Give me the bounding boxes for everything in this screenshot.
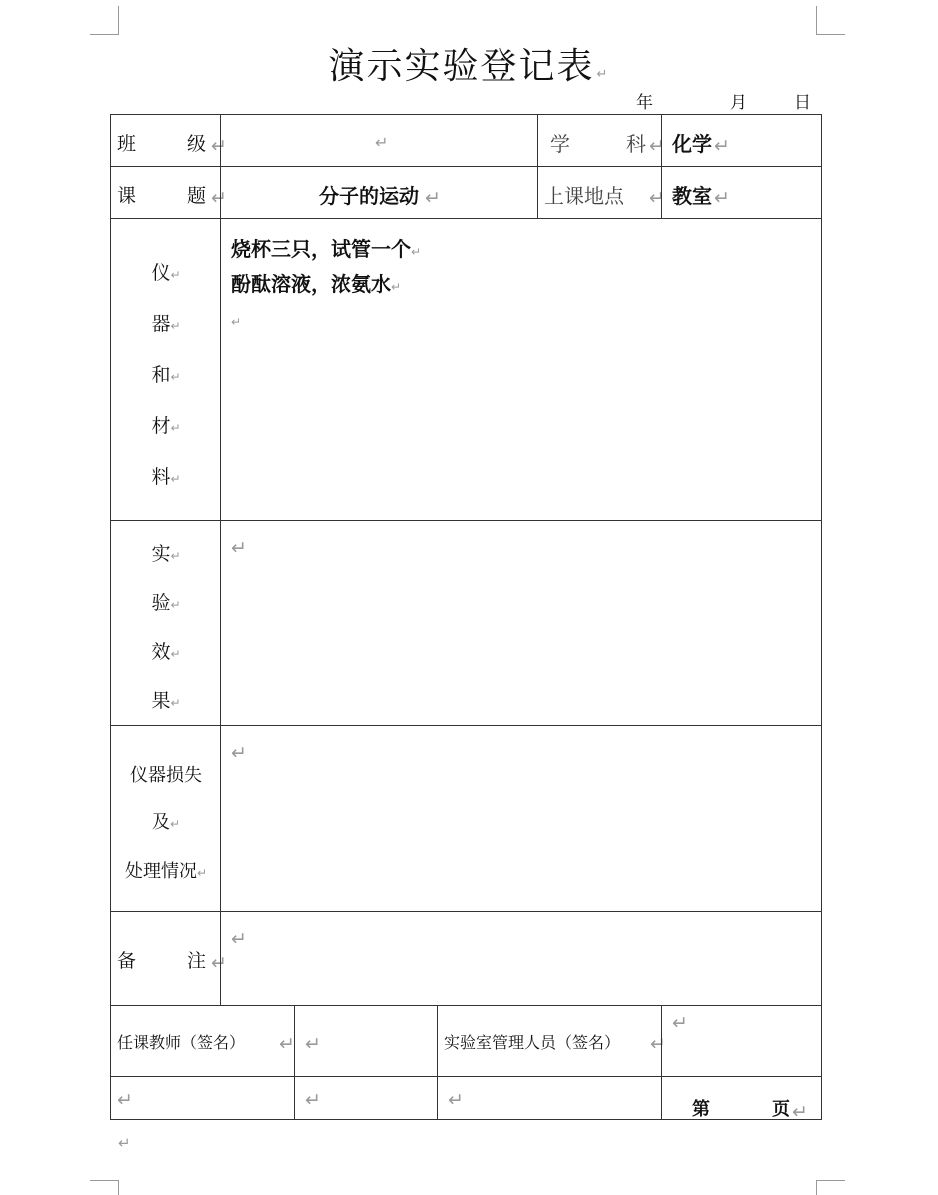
crop-mark-top-left <box>90 6 119 35</box>
page-number-cell: 第 页 ↵ <box>661 1076 822 1120</box>
trailing-paragraph-mark: ↵ <box>118 1134 131 1152</box>
loss-value-cell[interactable]: ↵ <box>220 725 822 912</box>
instruments-label-cell: 仪↵ 器↵ 和↵ 材↵ 料↵ <box>110 218 221 521</box>
topic-label-cell: 课 题 ↵ <box>110 166 221 219</box>
footer-cell-3[interactable]: ↵ <box>437 1076 662 1120</box>
teacher-signature-label-cell: 任课教师（签名） ↵ <box>110 1005 295 1077</box>
location-label-cell: 上课地点 ↵ <box>537 166 662 219</box>
instruments-value-cell[interactable] <box>220 218 822 521</box>
registration-form <box>110 114 822 1123</box>
instrument-line: 酚酞溶液，浓氨水↵ <box>231 272 402 296</box>
subject-value-cell[interactable]: 化学 ↵ <box>661 114 822 167</box>
crop-mark-top-right <box>816 6 845 35</box>
date-year: 年 <box>636 93 653 113</box>
date-day: 日 <box>794 93 811 113</box>
instrument-line: ↵ <box>231 315 242 329</box>
paragraph-mark: ↵ <box>596 67 610 82</box>
location-value-cell[interactable]: 教室 ↵ <box>661 166 822 219</box>
loss-label-cell: 仪器损失 及↵ 处理情况↵ <box>110 725 221 912</box>
admin-signature-label-cell: 实验室管理人员（签名） ↵ <box>437 1005 662 1077</box>
date-month: 月 <box>730 93 747 113</box>
subject-label-cell: 学 科 ↵ <box>537 114 662 167</box>
instrument-line: 烧杯三只，试管一个↵ <box>231 237 422 261</box>
date-row <box>600 88 836 113</box>
effect-value-cell[interactable]: ↵ <box>220 520 822 726</box>
class-label-cell: 班 级 ↵ <box>110 114 221 167</box>
page-title: 演示实验登记表 ↵ <box>328 46 610 87</box>
remarks-label-cell: 备 注 ↵ <box>110 911 221 1006</box>
remarks-value-cell[interactable]: ↵ <box>220 911 822 1006</box>
footer-cell-2[interactable]: ↵ <box>294 1076 438 1120</box>
teacher-signature-value-cell[interactable]: ↵ <box>294 1005 438 1077</box>
admin-signature-value-cell[interactable]: ↵ <box>661 1005 822 1077</box>
effect-label-cell: 实↵ 验↵ 效↵ 果↵ <box>110 520 221 726</box>
footer-cell-1[interactable]: ↵ <box>110 1076 295 1120</box>
crop-mark-bottom-left <box>90 1180 119 1195</box>
crop-mark-bottom-right <box>816 1180 845 1195</box>
class-value-cell[interactable]: ↵ <box>220 114 538 167</box>
topic-value-cell[interactable]: 分子的运动 ↵ <box>220 166 538 219</box>
